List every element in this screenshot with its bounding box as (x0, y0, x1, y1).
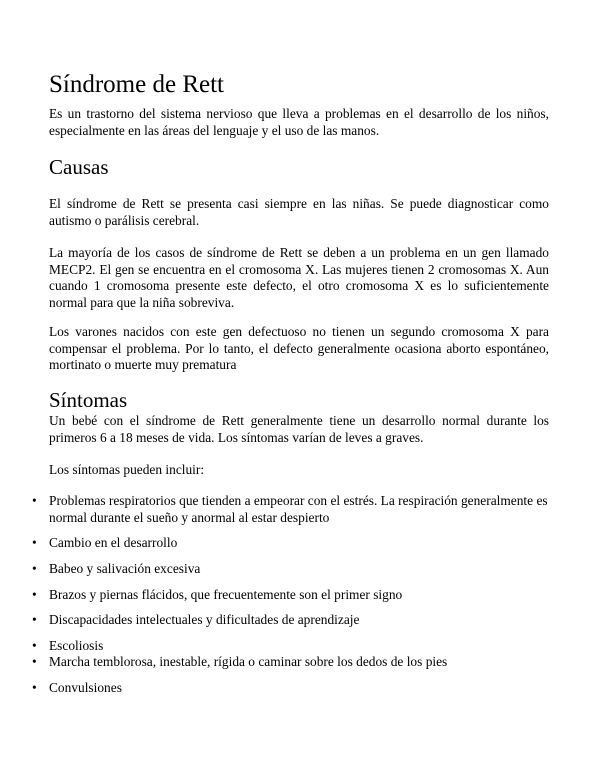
bullet-icon: • (32, 587, 37, 602)
intro-paragraph: Es un trastorno del sistema nervioso que lleva a problemas en el desarrollo de los niños, especialmente en las áreas del lenguaje y el uso de las manos. (49, 106, 549, 138)
list-item-text: Marcha temblorosa, inestable, rígida o caminar sobre los dedos de los pies (49, 654, 448, 669)
bullet-icon: • (32, 680, 37, 695)
symptoms-paragraph-1: Un bebé con el síndrome de Rett generalmente tiene un desarrollo normal durante los primeros 6 a 18 meses de vida. Los síntomas varían de leves a graves. (49, 413, 549, 445)
list-item-text: Brazos y piernas flácidos, que frecuentemente son el primer signo (49, 587, 403, 602)
symptoms-paragraph-2: Los síntomas pueden incluir: (49, 462, 205, 477)
list-item (32, 638, 549, 655)
list-item (32, 535, 549, 552)
bullet-icon: • (32, 638, 37, 653)
bullet-icon: • (32, 535, 37, 550)
causes-heading: Causas (49, 155, 109, 179)
bullet-icon: • (32, 561, 37, 576)
list-item (32, 587, 549, 604)
list-item-text: Babeo y salivación excesiva (49, 561, 201, 576)
bullet-icon: • (32, 654, 37, 669)
list-item (32, 654, 549, 671)
bullet-icon: • (32, 612, 37, 627)
causes-paragraph-1: El síndrome de Rett se presenta casi siempre en las niñas. Se puede diagnosticar como autismo o parálisis cerebral. (49, 196, 549, 228)
list-item-text: Discapacidades intelectuales y dificultades de aprendizaje (49, 612, 360, 627)
list-item (32, 680, 549, 697)
page-title: Síndrome de Rett (49, 71, 224, 98)
causes-paragraph-2: La mayoría de los casos de síndrome de Rett se deben a un problema en un gen llamado MECP2. El gen se encuentra en el cromosoma X. Las mujeres tienen 2 cromosomas X. Aun cuando 1 cromosoma presente este defecto, el otro cromosoma X es lo suficientemente normal para que la niña sobreviva. (49, 245, 549, 310)
causes-paragraph-3: Los varones nacidos con este gen defectuoso no tienen un segundo cromosoma X para compensar el problema. Por lo tanto, el defecto generalmente ocasiona aborto espontáneo, mortinato o muerte muy prematura (49, 324, 549, 373)
list-item-text: Cambio en el desarrollo (49, 535, 178, 550)
list-item-text: Escoliosis (49, 638, 104, 653)
list-item (32, 612, 549, 629)
list-item (32, 493, 549, 526)
list-item-text: Problemas respiratorios que tienden a empeorar con el estrés. La respiración generalmente es normal durante el sueño y anormal al estar despierto (49, 493, 548, 525)
list-item (32, 561, 549, 578)
list-item-text: Convulsiones (49, 680, 122, 695)
symptoms-heading: Síntomas (49, 388, 128, 412)
bullet-icon: • (32, 493, 37, 508)
